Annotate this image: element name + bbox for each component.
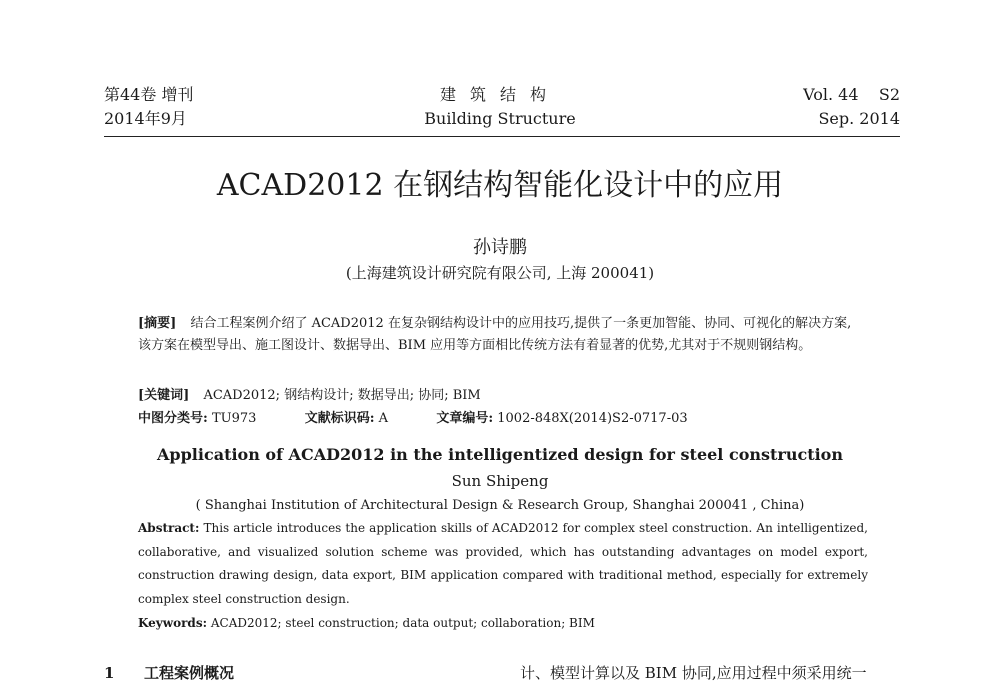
affiliation-cn: (上海建筑设计研究院有限公司, 上海 200041)	[345, 264, 655, 282]
abstract-cn-text: 结合工程案例介绍了 ACAD2012 在复杂钢结构设计中的应用技巧,提供了一条更加智能、协同、可视化的解决方案,该方案在模型导出、施工图设计、数据导出、BIM 应用等方面相比传统方法有着显著的优势,尤其对于不规则钢结构。	[138, 316, 852, 353]
affiliation-en: ( Shanghai Institution of Architectural Design & Research Group, Shanghai 200041 , China)	[195, 498, 805, 513]
paper-title-cn: ACAD2012 在钢结构智能化设计中的应用	[216, 168, 784, 203]
abstract-cn-label: [摘要]	[138, 316, 177, 331]
section-title: 工程案例概况	[144, 664, 235, 682]
body-text-right-column: 计、模型计算以及 BIM 协同,应用过程中须采用统一	[520, 664, 867, 682]
article-no-value: 1002-848X(2014)S2-0717-03	[497, 411, 688, 426]
abstract-en-line	[138, 517, 868, 541]
journal-name-en: Building Structure	[424, 109, 576, 128]
journal-volume-en: Vol. 44 S2	[803, 85, 900, 104]
header-rule	[104, 136, 900, 137]
abstract-en-line2: collaborative, and visualized solution scheme was provided, which has outstanding advantages on model export,	[138, 544, 868, 559]
author-en: Sun Shipeng	[451, 472, 549, 490]
abstract-en-line4: complex steel construction design.	[138, 591, 350, 606]
section-number: 1	[104, 664, 115, 682]
journal-volume-cn: 第44卷 增刊	[104, 85, 194, 104]
section-heading-1	[104, 662, 234, 683]
abstract-cn	[138, 313, 864, 357]
keywords-cn-text: ACAD2012; 钢结构设计; 数据导出; 协同; BIM	[203, 388, 481, 403]
doc-code-label: 文献标识码:	[304, 411, 375, 426]
keywords-cn-label: [关键词]	[138, 388, 190, 403]
paper-title-en: Application of ACAD2012 in the intelligentized design for steel construction	[157, 445, 843, 464]
abstract-en	[138, 517, 868, 611]
keywords-en	[138, 616, 595, 630]
classification-line	[138, 407, 688, 426]
doc-code-value: A	[378, 411, 389, 426]
abstract-en-label: Abstract:	[138, 521, 200, 535]
abstract-en-line1: This article introduces the application skills of ACAD2012 for complex steel construction. An intelligentized,	[203, 521, 868, 535]
clc-value: TU973	[211, 411, 257, 426]
keywords-en-text: ACAD2012; steel construction; data output; collaboration; BIM	[210, 616, 595, 630]
journal-date-cn: 2014年9月	[104, 109, 187, 128]
clc-label: 中图分类号:	[138, 411, 208, 426]
abstract-en-line3: construction drawing design, data export, BIM application compared with traditional method, especially for extremely	[138, 568, 868, 582]
article-no-label: 文章编号:	[436, 411, 494, 426]
journal-date-en: Sep. 2014	[818, 109, 900, 128]
keywords-en-label: Keywords:	[138, 616, 208, 630]
author-cn: 孙诗鹏	[473, 237, 527, 258]
journal-name-cn: 建筑结构	[439, 85, 560, 104]
keywords-cn	[138, 384, 481, 403]
